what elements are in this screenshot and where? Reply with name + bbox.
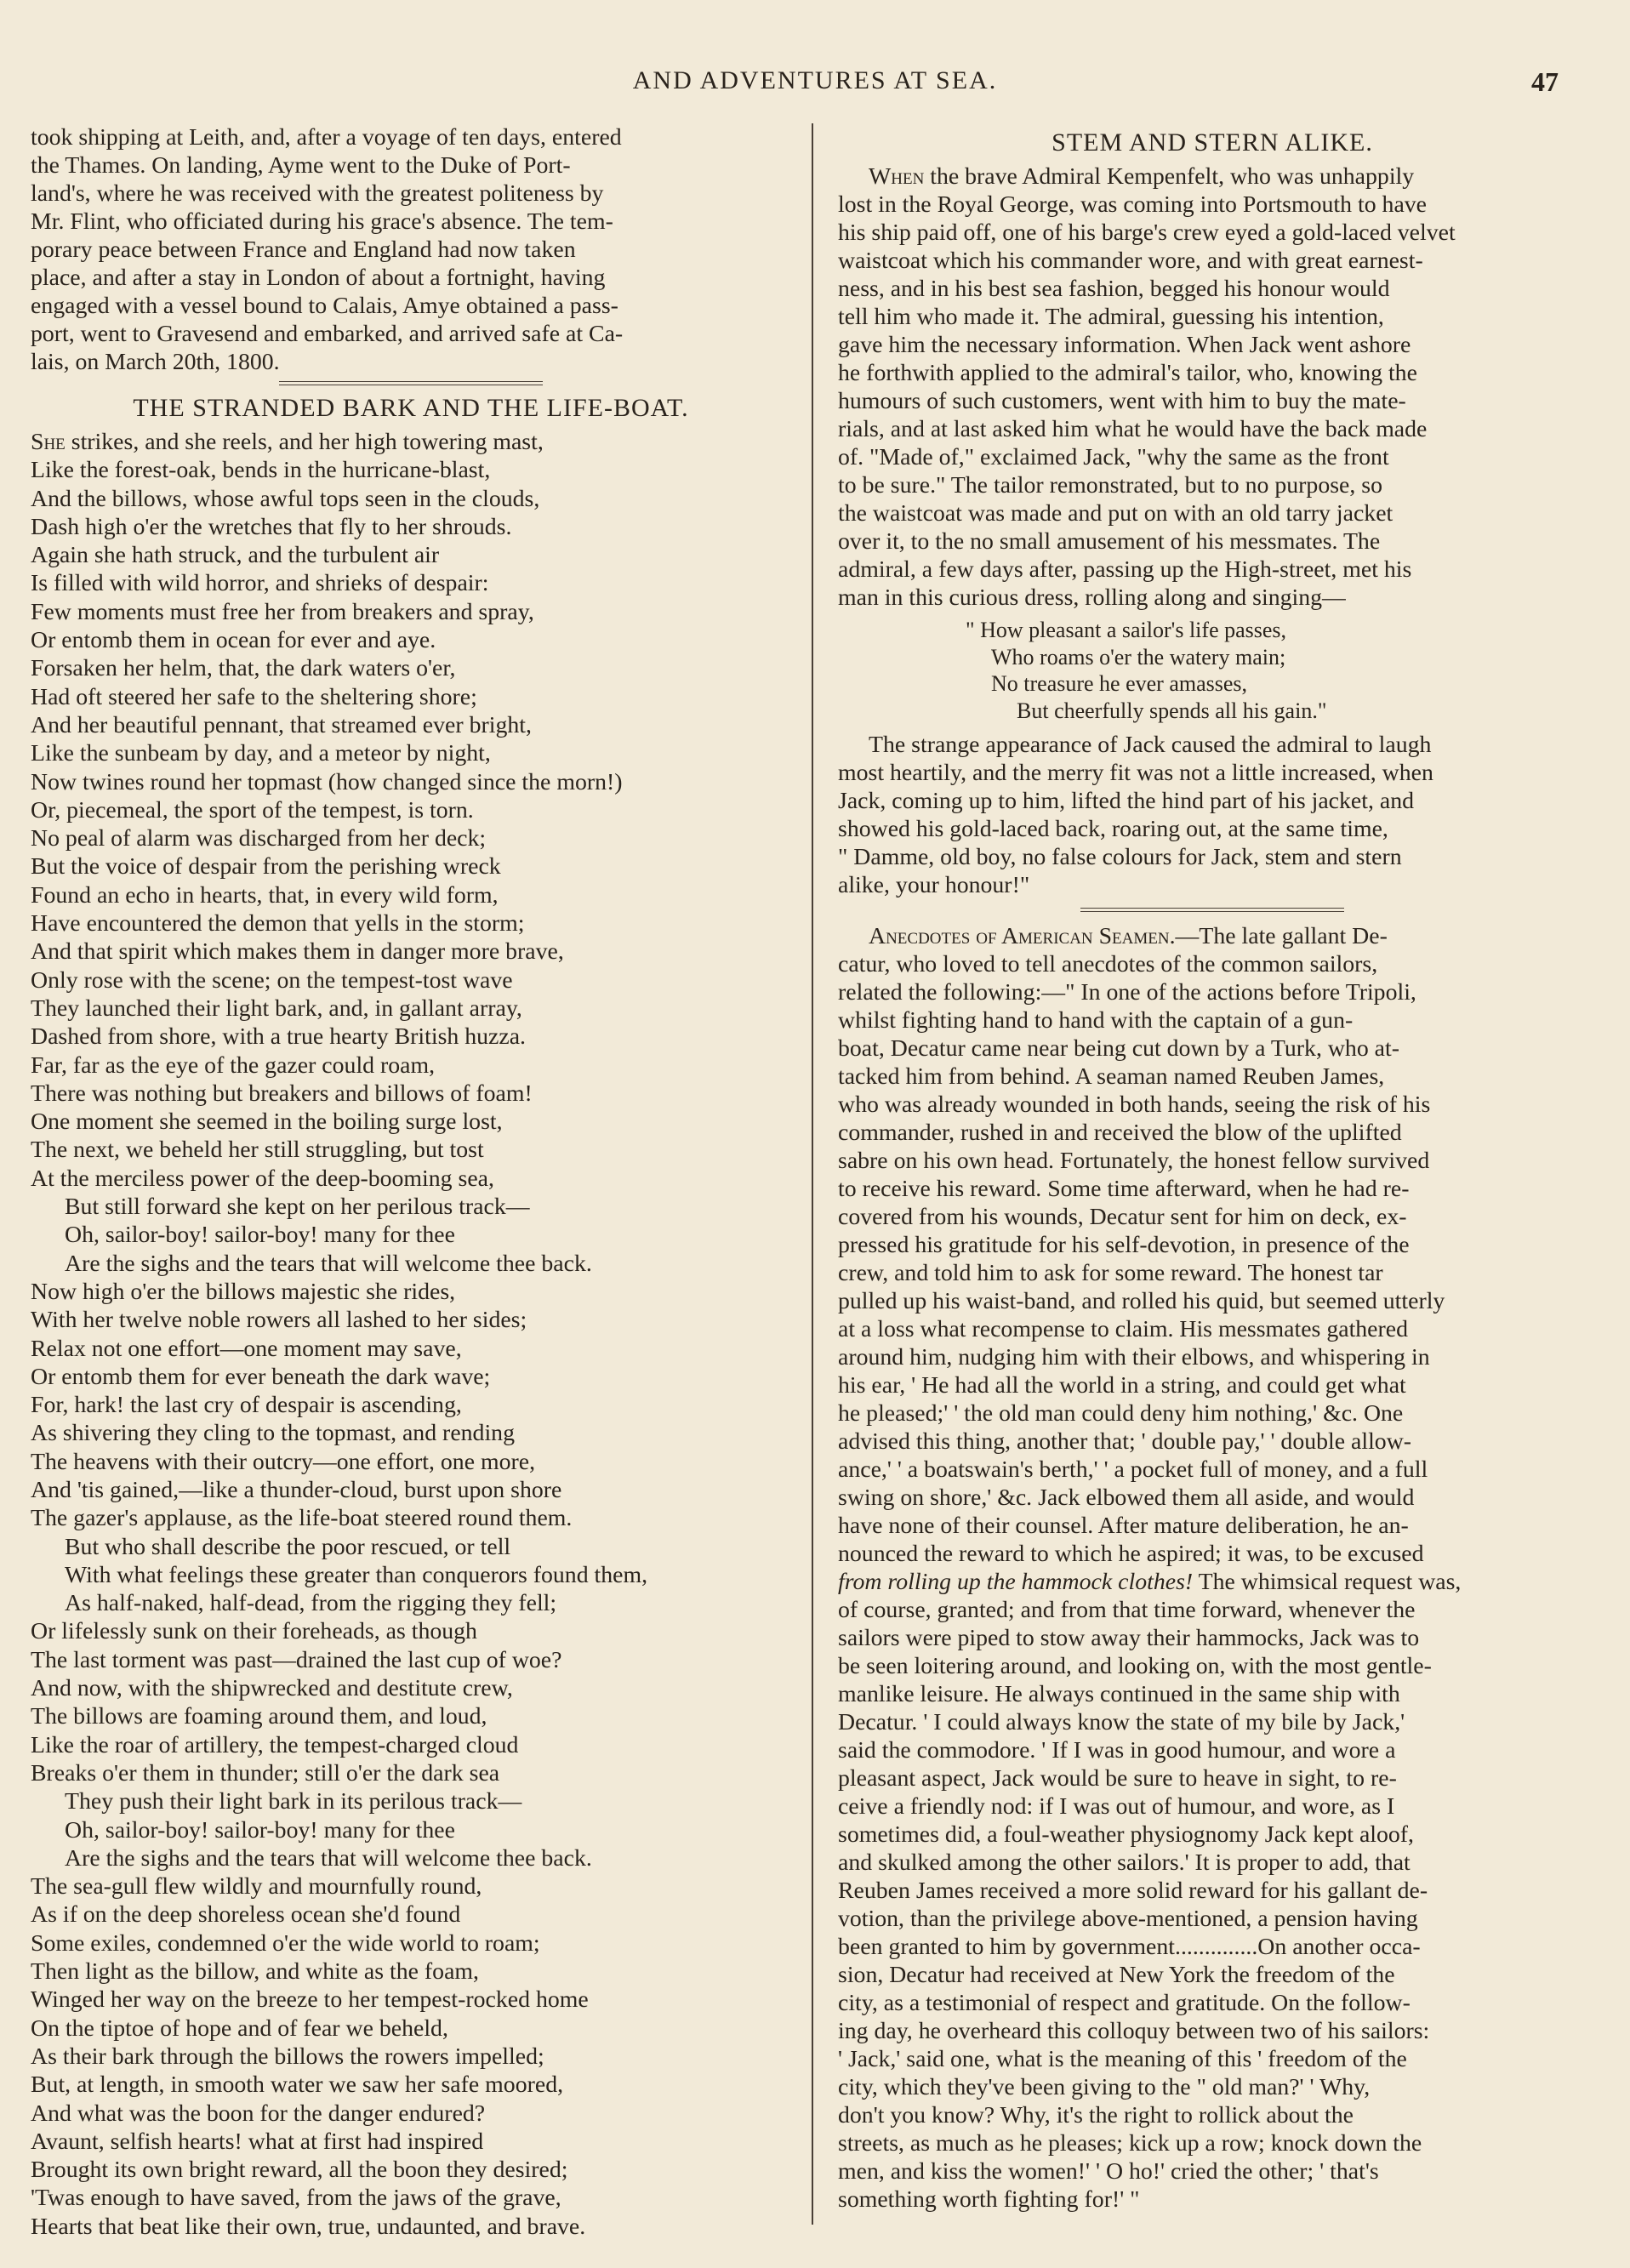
- poem-line: Are the sighs and the tears that will welcome thee back.: [65, 1844, 592, 1872]
- poem-line: And her beautiful pennant, that streamed ever bright,: [31, 711, 532, 738]
- intro-paragraph: [31, 123, 791, 376]
- story-first-line-rest: the brave Admiral Kempenfelt, who was unhappily: [924, 163, 1415, 190]
- poem-line: For, hark! the last cry of despair is ascending,: [31, 1392, 462, 1419]
- text-line: alike, your honour!": [838, 872, 1030, 898]
- text-line: men, and kiss the women!' ' O ho!' cried the other; ' that's: [838, 2158, 1379, 2185]
- text-line: city, as a testimonial of respect and gratitude. On the follow-: [838, 1990, 1411, 2016]
- poem-line: The last torment was past—drained the last cup of woe?: [31, 1646, 562, 1673]
- text-line: streets, as much as he pleases; kick up a row; knock down the: [838, 2130, 1422, 2157]
- text-line: advised this thing, another that; ' double pay,' ' double allow-: [838, 1428, 1412, 1455]
- poem-line: Like the forest-oak, bends in the hurricane-blast,: [31, 457, 491, 484]
- poem-line: Brought its own bright reward, all the boon they desired;: [31, 2157, 568, 2184]
- poem-line: Some exiles, condemned o'er the wide world to roam;: [31, 1929, 540, 1957]
- poem-line: Or entomb them in ocean for ever and aye.: [31, 627, 436, 654]
- story-stem-and-stern-end: [838, 731, 1587, 899]
- right-column: [838, 123, 1587, 2214]
- running-title: AND ADVENTURES AT SEA.: [632, 66, 998, 94]
- poem-line: Few moments must free her from breakers and spray,: [31, 598, 534, 625]
- text-line: pleasant aspect, Jack would be sure to heave in sight, to re-: [838, 1765, 1397, 1792]
- poem-line: Oh, sailor-boy! sailor-boy! many for thee: [65, 1222, 455, 1249]
- poem-line: Dash high o'er the wretches that fly to her shrouds.: [31, 513, 512, 540]
- text-line: Decatur. ' I could always know the state of my bile by Jack,': [838, 1709, 1405, 1735]
- poem-line: Or, piecemeal, the sport of the tempest, is torn.: [31, 796, 474, 823]
- left-column: [31, 123, 791, 2241]
- poem-line: The gazer's applause, as the life-boat steered round them.: [31, 1505, 573, 1532]
- text-line: ness, and in his best sea fashion, begged his honour would: [838, 276, 1390, 302]
- poem-lead-word: She: [31, 429, 66, 455]
- poem-line: They launched their light bark, and, in gallant array,: [31, 994, 522, 1022]
- poem-line: As half-naked, half-dead, from the rigging they fell;: [65, 1590, 557, 1617]
- column-divider: [812, 123, 813, 2225]
- poem-line: As shivering they cling to the topmast, and rending: [31, 1420, 515, 1447]
- poem-line: At the merciless power of the deep-booming sea,: [31, 1165, 494, 1192]
- poem-line: As if on the deep shoreless ocean she'd found: [31, 1901, 461, 1929]
- text-line: sometimes did, a foul-weather physiognomy Jack kept aloof,: [838, 1821, 1415, 1848]
- text-line: over it, to the no small amusement of his messmates. The: [838, 528, 1381, 555]
- text-line: whilst fighting hand to hand with the captain of a gun-: [838, 1007, 1354, 1034]
- poem-line: Now twines round her topmast (how changed since the morn!): [31, 768, 623, 795]
- text-line: to receive his reward. Some time afterward, when he had re-: [838, 1176, 1410, 1202]
- text-line: sion, Decatur had received at New York the freedom of the: [838, 1962, 1395, 1988]
- poem-line: The heavens with their outcry—one effort, one more,: [31, 1448, 536, 1475]
- poem-line: There was nothing but breakers and billows of foam!: [31, 1080, 533, 1107]
- poem-line: Had oft steered her safe to the sheltering shore;: [31, 683, 477, 710]
- poem-line: Dashed from shore, with a true hearty British huzza.: [31, 1023, 527, 1051]
- text-line: sabre on his own head. Fortunately, the honest fellow survived: [838, 1148, 1430, 1174]
- text-line: [838, 162, 1587, 191]
- text-line: port, went to Gravesend and embarked, and arrived safe at Ca-: [31, 321, 624, 347]
- text-line: porary peace between France and England had now taken: [31, 236, 576, 263]
- text-line: swing on shore,' &c. Jack elbowed them all aside, and would: [838, 1484, 1415, 1511]
- poem-line: On the tiptoe of hope and of fear we beheld,: [31, 2014, 448, 2042]
- poem-line: Or lifelessly sunk on their foreheads, as though: [31, 1618, 477, 1645]
- poem-line: But the voice of despair from the perishing wreck: [31, 853, 501, 880]
- poem-line: With her twelve noble rowers all lashed to her sides;: [31, 1307, 527, 1334]
- text-line: something worth fighting for!' ": [838, 2186, 1140, 2213]
- poem-line: Avaunt, selfish hearts! what at first had inspired: [31, 2128, 484, 2155]
- text-line: Reuben James received a more solid reward for his gallant de-: [838, 1878, 1428, 1904]
- poem-line: [31, 428, 791, 456]
- text-line: crew, and told him to ask for some reward. The honest tar: [838, 1260, 1383, 1286]
- text-line: commander, rushed in and received the blow of the uplifted: [838, 1120, 1402, 1146]
- poem-line: But, at length, in smooth water we saw her safe moored,: [31, 2071, 564, 2099]
- text-line: his ear, ' He had all the world in a string, and could get what: [838, 1372, 1406, 1399]
- italic-phrase: from rolling up the hammock clothes!: [838, 1569, 1194, 1595]
- text-line: boat, Decatur came near being cut down by a Turk, who at-: [838, 1035, 1399, 1062]
- text-line: to be sure." The tailor remonstrated, but to no purpose, so: [838, 472, 1382, 499]
- song-line: Who roams o'er the watery main;: [991, 644, 1286, 670]
- song-line: No treasure he ever amasses,: [991, 671, 1248, 696]
- poem-line: And the billows, whose awful tops seen in the clouds,: [31, 485, 540, 512]
- poem-title: THE STRANDED BARK AND THE LIFE-BOAT.: [133, 394, 689, 422]
- poem-line: Like the sunbeam by day, and a meteor by night,: [31, 740, 491, 767]
- poem-line: Found an echo in hearts, that, in every wild form,: [31, 881, 499, 909]
- text-line: lost in the Royal George, was coming into Portsmouth to have: [838, 191, 1428, 218]
- text-line: said the commodore. ' If I was in good humour, and wore a: [838, 1737, 1396, 1764]
- poem-line: Far, far as the eye of the gazer could roam,: [31, 1051, 436, 1079]
- poem-line: Hearts that beat like their own, true, undaunted, and brave.: [31, 2213, 586, 2240]
- poem-line: Then light as the billow, and white as the foam,: [31, 1958, 479, 1986]
- text-line: most heartily, and the merry fit was not a little increased, when: [838, 760, 1433, 786]
- text-line: he forthwith applied to the admiral's tailor, who, knowing the: [838, 360, 1417, 386]
- text-line: the Thames. On landing, Ayme went to the Duke of Port-: [31, 152, 571, 179]
- text-line: lais, on March 20th, 1800.: [31, 349, 280, 375]
- sailor-song: [838, 617, 1587, 724]
- poem-line: Like the roar of artillery, the tempest-charged cloud: [31, 1731, 519, 1758]
- page-number: 47: [1531, 66, 1559, 97]
- text-line: Jack, coming up to him, lifted the hind part of his jacket, and: [838, 788, 1415, 814]
- poem-line: Again she hath struck, and the turbulent air: [31, 542, 440, 569]
- story-lead-heading: Anecdotes of American Seamen.: [869, 923, 1176, 949]
- poem-line: Is filled with wild horror, and shrieks of despair:: [31, 570, 489, 597]
- section-rule: [279, 381, 543, 385]
- text-line: ' Jack,' said one, what is the meaning of this ' freedom of the: [838, 2046, 1407, 2072]
- poem-line: Now high o'er the billows majestic she rides,: [31, 1278, 456, 1305]
- text-line: Mr. Flint, who officiated during his grace's absence. The tem-: [31, 208, 613, 235]
- poem-line: The billows are foaming around them, and loud,: [31, 1703, 487, 1730]
- poem-line: The sea-gull flew wildly and mournfully round,: [31, 1873, 482, 1900]
- text-line: who was already wounded in both hands, seeing the risk of his: [838, 1091, 1431, 1118]
- poem-line: But who shall describe the poor rescued, or tell: [65, 1533, 511, 1560]
- poem-line: Have encountered the demon that yells in the storm;: [31, 910, 525, 937]
- text-line: waistcoat which his commander wore, and with great earnest-: [838, 248, 1423, 274]
- section-rule: [1080, 908, 1344, 912]
- text-line: [838, 1568, 1587, 1596]
- poem-line: No peal of alarm was discharged from her deck;: [31, 825, 487, 852]
- song-line: " How pleasant a sailor's life passes,: [966, 618, 1287, 642]
- text-line: nounced the reward to which he aspired; it was, to be excused: [838, 1541, 1424, 1567]
- story-title-stem-and-stern: STEM AND STERN ALIKE.: [1052, 128, 1373, 157]
- poem-line: And that spirit which makes them in danger more brave,: [31, 938, 564, 966]
- poem-line: 'Twas enough to have saved, from the jaws of the grave,: [31, 2185, 561, 2212]
- text-line: ceive a friendly nod: if I was out of humour, and wore, as I: [838, 1793, 1395, 1820]
- text-line: gave him the necessary information. When Jack went ashore: [838, 332, 1411, 358]
- text-fragment: The whimsical request was,: [1193, 1569, 1462, 1595]
- text-line: tacked him from behind. A seaman named Reuben James,: [838, 1063, 1385, 1090]
- story-american-seamen: [838, 922, 1587, 2214]
- text-line: around him, nudging him with their elbows, and whispering in: [838, 1344, 1430, 1370]
- poem-line: They push their light bark in its perilous track—: [65, 1788, 522, 1815]
- text-line: [838, 922, 1587, 950]
- text-line: ing day, he overheard this colloquy between two of his sailors:: [838, 2018, 1430, 2044]
- poem-first-line-rest: strikes, and she reels, and her high towering mast,: [65, 429, 544, 455]
- song-line: But cheerfully spends all his gain.": [1017, 698, 1327, 723]
- text-line: catur, who loved to tell anecdotes of the common sailors,: [838, 951, 1378, 977]
- text-line: city, which they've been giving to the " old man?' ' Why,: [838, 2074, 1371, 2100]
- text-line: man in this curious dress, rolling along and singing—: [838, 584, 1346, 611]
- running-header: [0, 66, 1630, 100]
- text-line: covered from his wounds, Decatur sent for him on deck, ex-: [838, 1204, 1407, 1230]
- text-line: The strange appearance of Jack caused the admiral to laugh: [869, 732, 1432, 758]
- poem-line: As their bark through the billows the rowers impelled;: [31, 2043, 544, 2070]
- text-line: been granted to him by government..............On another occa-: [838, 1934, 1421, 1960]
- poem-line: Only rose with the scene; on the tempest-tost wave: [31, 966, 513, 994]
- text-line: of course, granted; and from that time forward, whenever the: [838, 1597, 1416, 1623]
- poem-line: And what was the boon for the danger endured?: [31, 2100, 486, 2127]
- poem-line: One moment she seemed in the boiling surge lost,: [31, 1108, 503, 1136]
- poem-line: The next, we beheld her still struggling, but tost: [31, 1137, 484, 1164]
- text-line: tell him who made it. The admiral, guessing his intention,: [838, 304, 1384, 330]
- poem-line: Relax not one effort—one moment may save,: [31, 1335, 462, 1362]
- text-line: admiral, a few days after, passing up the High-street, met his: [838, 556, 1412, 583]
- text-line: at a loss what recompense to claim. His messmates gathered: [838, 1316, 1409, 1342]
- story-lead-word: When: [869, 163, 925, 190]
- poem-line: With what feelings these greater than conquerors found them,: [65, 1561, 648, 1588]
- text-line: have none of their counsel. After mature deliberation, he an-: [838, 1513, 1409, 1539]
- story-stem-and-stern: [838, 162, 1587, 612]
- text-line: sailors were piped to stow away their hammocks, Jack was to: [838, 1625, 1420, 1651]
- text-line: and skulked among the other sailors.' It is proper to add, that: [838, 1849, 1411, 1876]
- poem-line: And 'tis gained,—like a thunder-cloud, burst upon shore: [31, 1476, 562, 1503]
- text-line: place, and after a stay in London of about a fortnight, having: [31, 265, 606, 291]
- text-line: he pleased;' ' the old man could deny him nothing,' &c. One: [838, 1400, 1404, 1427]
- poem-line: Are the sighs and the tears that will welcome thee back.: [65, 1250, 592, 1277]
- text-line: of. "Made of," exclaimed Jack, "why the same as the front: [838, 444, 1389, 470]
- text-line: related the following:—" In one of the actions before Tripoli,: [838, 979, 1416, 1006]
- text-line: rials, and at last asked him what he would have the back made: [838, 416, 1428, 442]
- text-line: his ship paid off, one of his barge's crew eyed a gold-laced velvet: [838, 219, 1456, 246]
- text-line: humours of such customers, went with him to buy the mate-: [838, 388, 1406, 414]
- text-line: pulled up his waist-band, and rolled his quid, but seemed utterly: [838, 1288, 1445, 1314]
- poem-line: Oh, sailor-boy! sailor-boy! many for thee: [65, 1816, 455, 1843]
- story-first-line-rest: —The late gallant De-: [1175, 923, 1388, 949]
- text-line: engaged with a vessel bound to Calais, Amye obtained a pass-: [31, 293, 618, 319]
- text-line: pressed his gratitude for his self-devotion, in presence of the: [838, 1232, 1410, 1258]
- poem-line: Or entomb them for ever beneath the dark wave;: [31, 1363, 491, 1390]
- poem-line: And now, with the shipwrecked and destitute crew,: [31, 1675, 513, 1702]
- poem-line: Forsaken her helm, that, the dark waters o'er,: [31, 655, 456, 682]
- text-line: be seen loitering around, and looking on, with the most gentle-: [838, 1653, 1432, 1679]
- poem-line: Breaks o'er them in thunder; still o'er the dark sea: [31, 1759, 500, 1786]
- text-line: ance,' ' a boatswain's berth,' ' a pocket full of money, and a full: [838, 1456, 1428, 1483]
- text-line: land's, where he was received with the greatest politeness by: [31, 180, 604, 207]
- text-line: " Damme, old boy, no false colours for Jack, stem and stern: [838, 844, 1402, 870]
- text-line: the waistcoat was made and put on with an old tarry jacket: [838, 500, 1393, 527]
- text-line: votion, than the privilege above-mentioned, a pension having: [838, 1906, 1418, 1932]
- text-line: took shipping at Leith, and, after a voyage of ten days, entered: [31, 124, 622, 151]
- text-line: manlike leisure. He always continued in the same ship with: [838, 1681, 1400, 1707]
- text-line: showed his gold-laced back, roaring out, at the same time,: [838, 816, 1388, 842]
- poem-line: Winged her way on the breeze to her tempest-rocked home: [31, 1986, 589, 2014]
- poem-line: But still forward she kept on her perilous track—: [65, 1194, 530, 1221]
- text-line: don't you know? Why, it's the right to rollick about the: [838, 2102, 1354, 2128]
- poem: [31, 428, 791, 2241]
